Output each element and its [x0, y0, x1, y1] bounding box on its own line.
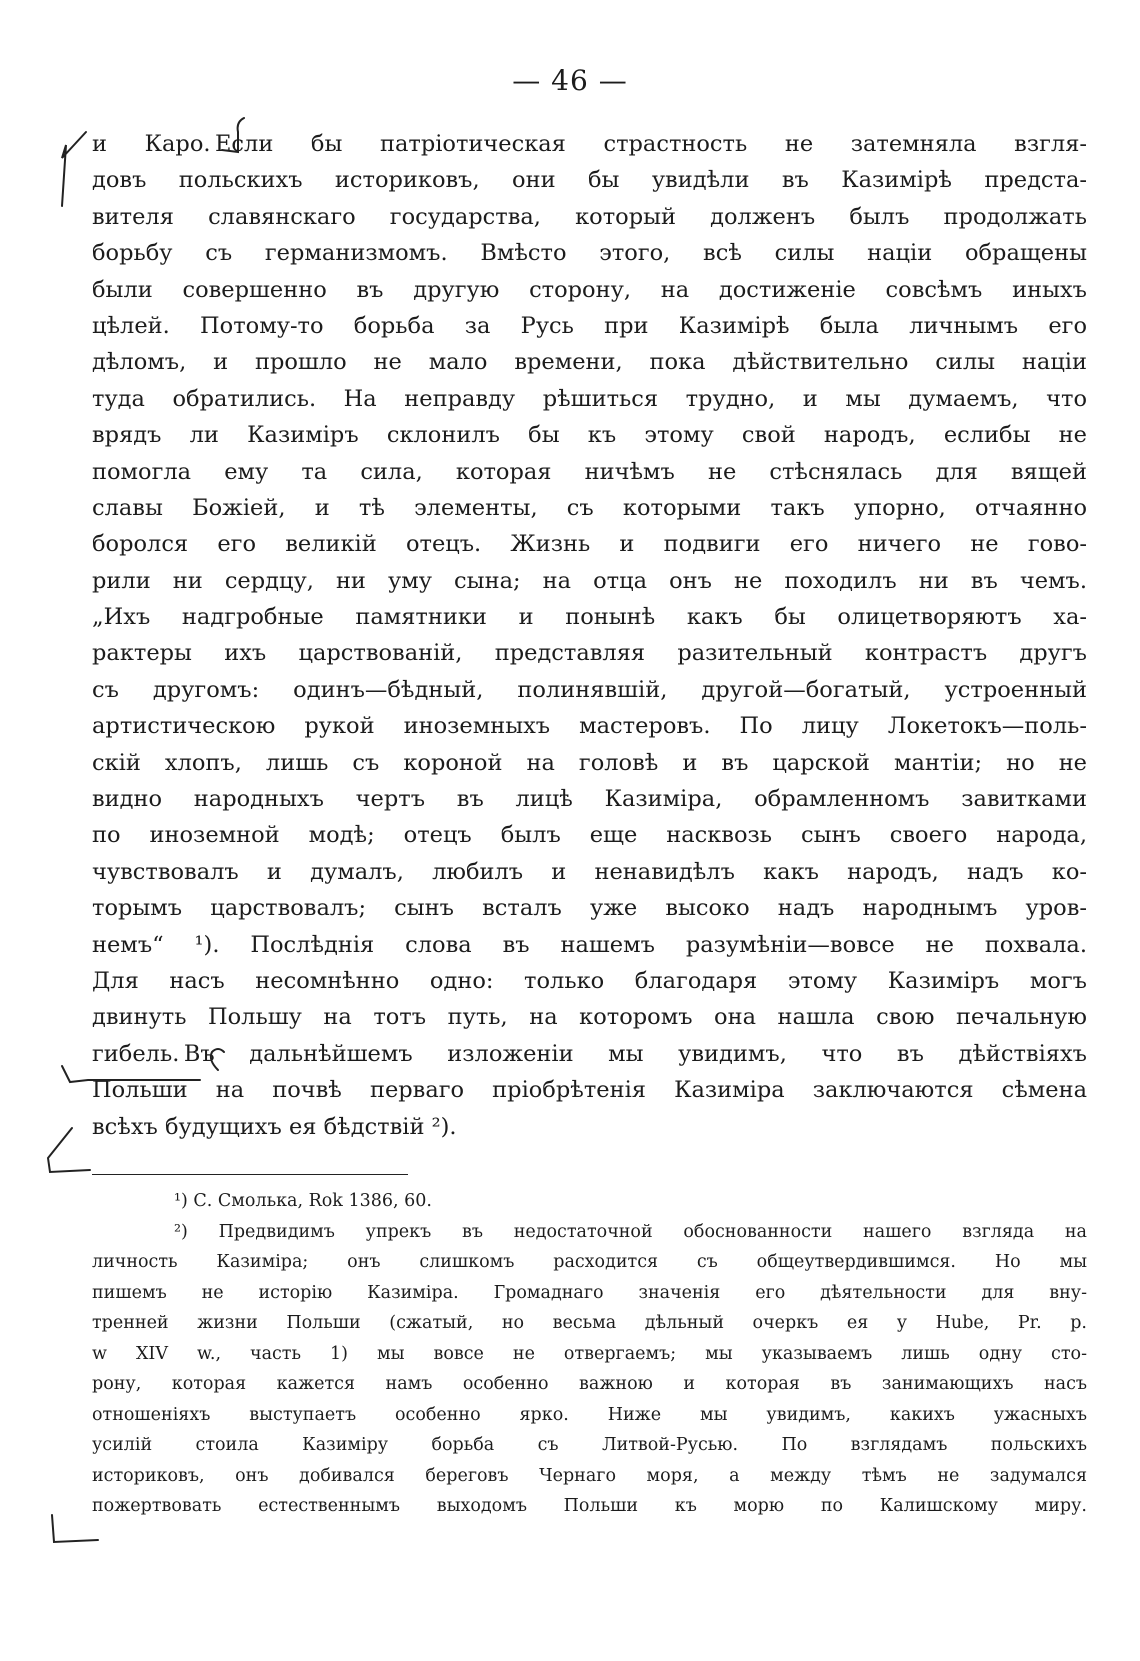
- footnote-line: w XIV w., часть 1) мы вовсе не отвергаемъ; мы указываемъ лишь одну сто-: [92, 1343, 1087, 1364]
- text-line: вителя славянскаго государства, который долженъ былъ продолжать: [92, 203, 1087, 230]
- text-line: чувствовалъ и думалъ, любилъ и ненавидѣлъ какъ народъ, надъ ко-: [92, 858, 1087, 885]
- text-line: цѣлей. Потому-то борьба за Русь при Казимірѣ была личнымъ его: [92, 312, 1087, 339]
- footnote-line: усилій стоила Казиміру борьба съ Литвой-Русью. По взглядамъ польскихъ: [92, 1435, 1087, 1455]
- text-line: гибель. Въ дальнѣйшемъ изложеніи мы увидимъ, что въ дѣйствіяхъ: [92, 1040, 1087, 1067]
- text-line: были совершенно въ другую сторону, на достиженіе совсѣмъ иныхъ: [92, 276, 1087, 303]
- footnote-line: отношеніяхъ выступаетъ особенно ярко. Ниже мы увидимъ, какихъ ужасныхъ: [92, 1404, 1087, 1425]
- text-line: боролся его великій отецъ. Жизнь и подвиги его ничего не гово-: [92, 531, 1087, 558]
- text-line: рили ни сердцу, ни уму сына; на отца онъ не походилъ ни въ чемъ.: [92, 567, 1087, 594]
- footnotes: [92, 1186, 1087, 1522]
- text-line: помогла ему та сила, которая ничѣмъ не стѣснялась для вящей: [92, 458, 1087, 485]
- footnote-line: тренней жизни Польши (сжатый, но весьма дѣльный очеркъ ея у Hube, Pr. p.: [92, 1313, 1087, 1333]
- text-line: довъ польскихъ историковъ, они бы увидѣли въ Казимірѣ предста-: [92, 167, 1087, 194]
- text-line: скій хлопъ, лишь съ короной на головѣ и въ царской мантіи; но не: [92, 749, 1087, 776]
- footnote-line: ¹) С. Смолька, Rok 1386, 60.: [174, 1191, 432, 1211]
- text-line: всѣхъ будущихъ ея бѣдствій ²).: [92, 1113, 457, 1140]
- text-line: съ другомъ: одинъ—бѣдный, полинявшій, другой—богатый, устроенный: [92, 676, 1087, 703]
- text-line: туда обратились. На неправду рѣшиться трудно, и мы думаемъ, что: [92, 385, 1087, 412]
- bracket-mark-mid: [48, 1128, 90, 1172]
- text-line: торымъ царствовалъ; сынъ всталъ уже высоко надъ народнымъ уров-: [92, 895, 1087, 922]
- footnote-line: рону, которая кажется намъ особенно важною и которая въ занимающихъ насъ: [92, 1374, 1087, 1394]
- text-line: дѣломъ, и прошло не мало времени, пока дѣйствительно силы націи: [92, 349, 1087, 376]
- text-line: по иноземной модѣ; отецъ былъ еще насквозь сынъ своего народа,: [92, 822, 1087, 849]
- footnote-line: личность Казиміра; онъ слишкомъ расходится съ общеутвердившимся. Но мы: [92, 1252, 1087, 1272]
- footnote-line: ²) Предвидимъ упрекъ въ недостаточной обоснованности нашего взгляда на: [174, 1221, 1087, 1242]
- text-line: врядъ ли Казиміръ склонилъ бы къ этому свой народъ, еслибы не: [92, 422, 1087, 449]
- page-number: — 46 —: [512, 64, 628, 97]
- main-text: [92, 126, 1087, 1145]
- text-line: Для насъ несомнѣнно одно: только благодаря этому Казиміръ могъ: [92, 967, 1087, 994]
- footnote-line: пишемъ не исторію Казиміра. Громаднаго значенія его дѣятельности для вну-: [92, 1282, 1087, 1303]
- text-line: артистическою рукой иноземныхъ мастеровъ. По лицу Локетокъ—поль-: [92, 713, 1087, 740]
- text-line: „Ихъ надгробные памятники и понынѣ какъ бы олицетворяютъ ха-: [92, 604, 1087, 631]
- text-line: видно народныхъ чертъ въ лицѣ Казиміра, обрамленномъ завитками: [92, 786, 1087, 813]
- text-line: Польши на почвѣ перваго пріобрѣтенія Казиміра заключаются сѣмена: [92, 1077, 1087, 1104]
- text-line: борьбу съ германизмомъ. Вмѣсто этого, всѣ силы націи обращены: [92, 240, 1087, 267]
- footnote-line: историковъ, онъ добивался береговъ Чернаго моря, а между тѣмъ не задумался: [92, 1465, 1087, 1486]
- bracket-mark-top: [62, 132, 86, 206]
- text-line: славы Божіей, и тѣ элементы, съ которыми такъ упорно, отчаянно: [92, 494, 1087, 521]
- footnote-divider: [92, 1174, 408, 1175]
- text-line: двинуть Польшу на тотъ путь, на которомъ она нашла свою печальную: [92, 1004, 1087, 1031]
- footnote-line: пожертвовать естественнымъ выходомъ Польши къ морю по Калишскому миру.: [92, 1496, 1087, 1516]
- text-line: рактеры ихъ царствованій, представляя разительный контрастъ другъ: [92, 640, 1087, 667]
- text-line: немъ“ ¹). Послѣднія слова въ нашемъ разумѣніи—вовсе не похвала.: [92, 931, 1087, 958]
- text-line: и Каро. Если бы патріотическая страстность не затемняла взгля-: [92, 131, 1087, 157]
